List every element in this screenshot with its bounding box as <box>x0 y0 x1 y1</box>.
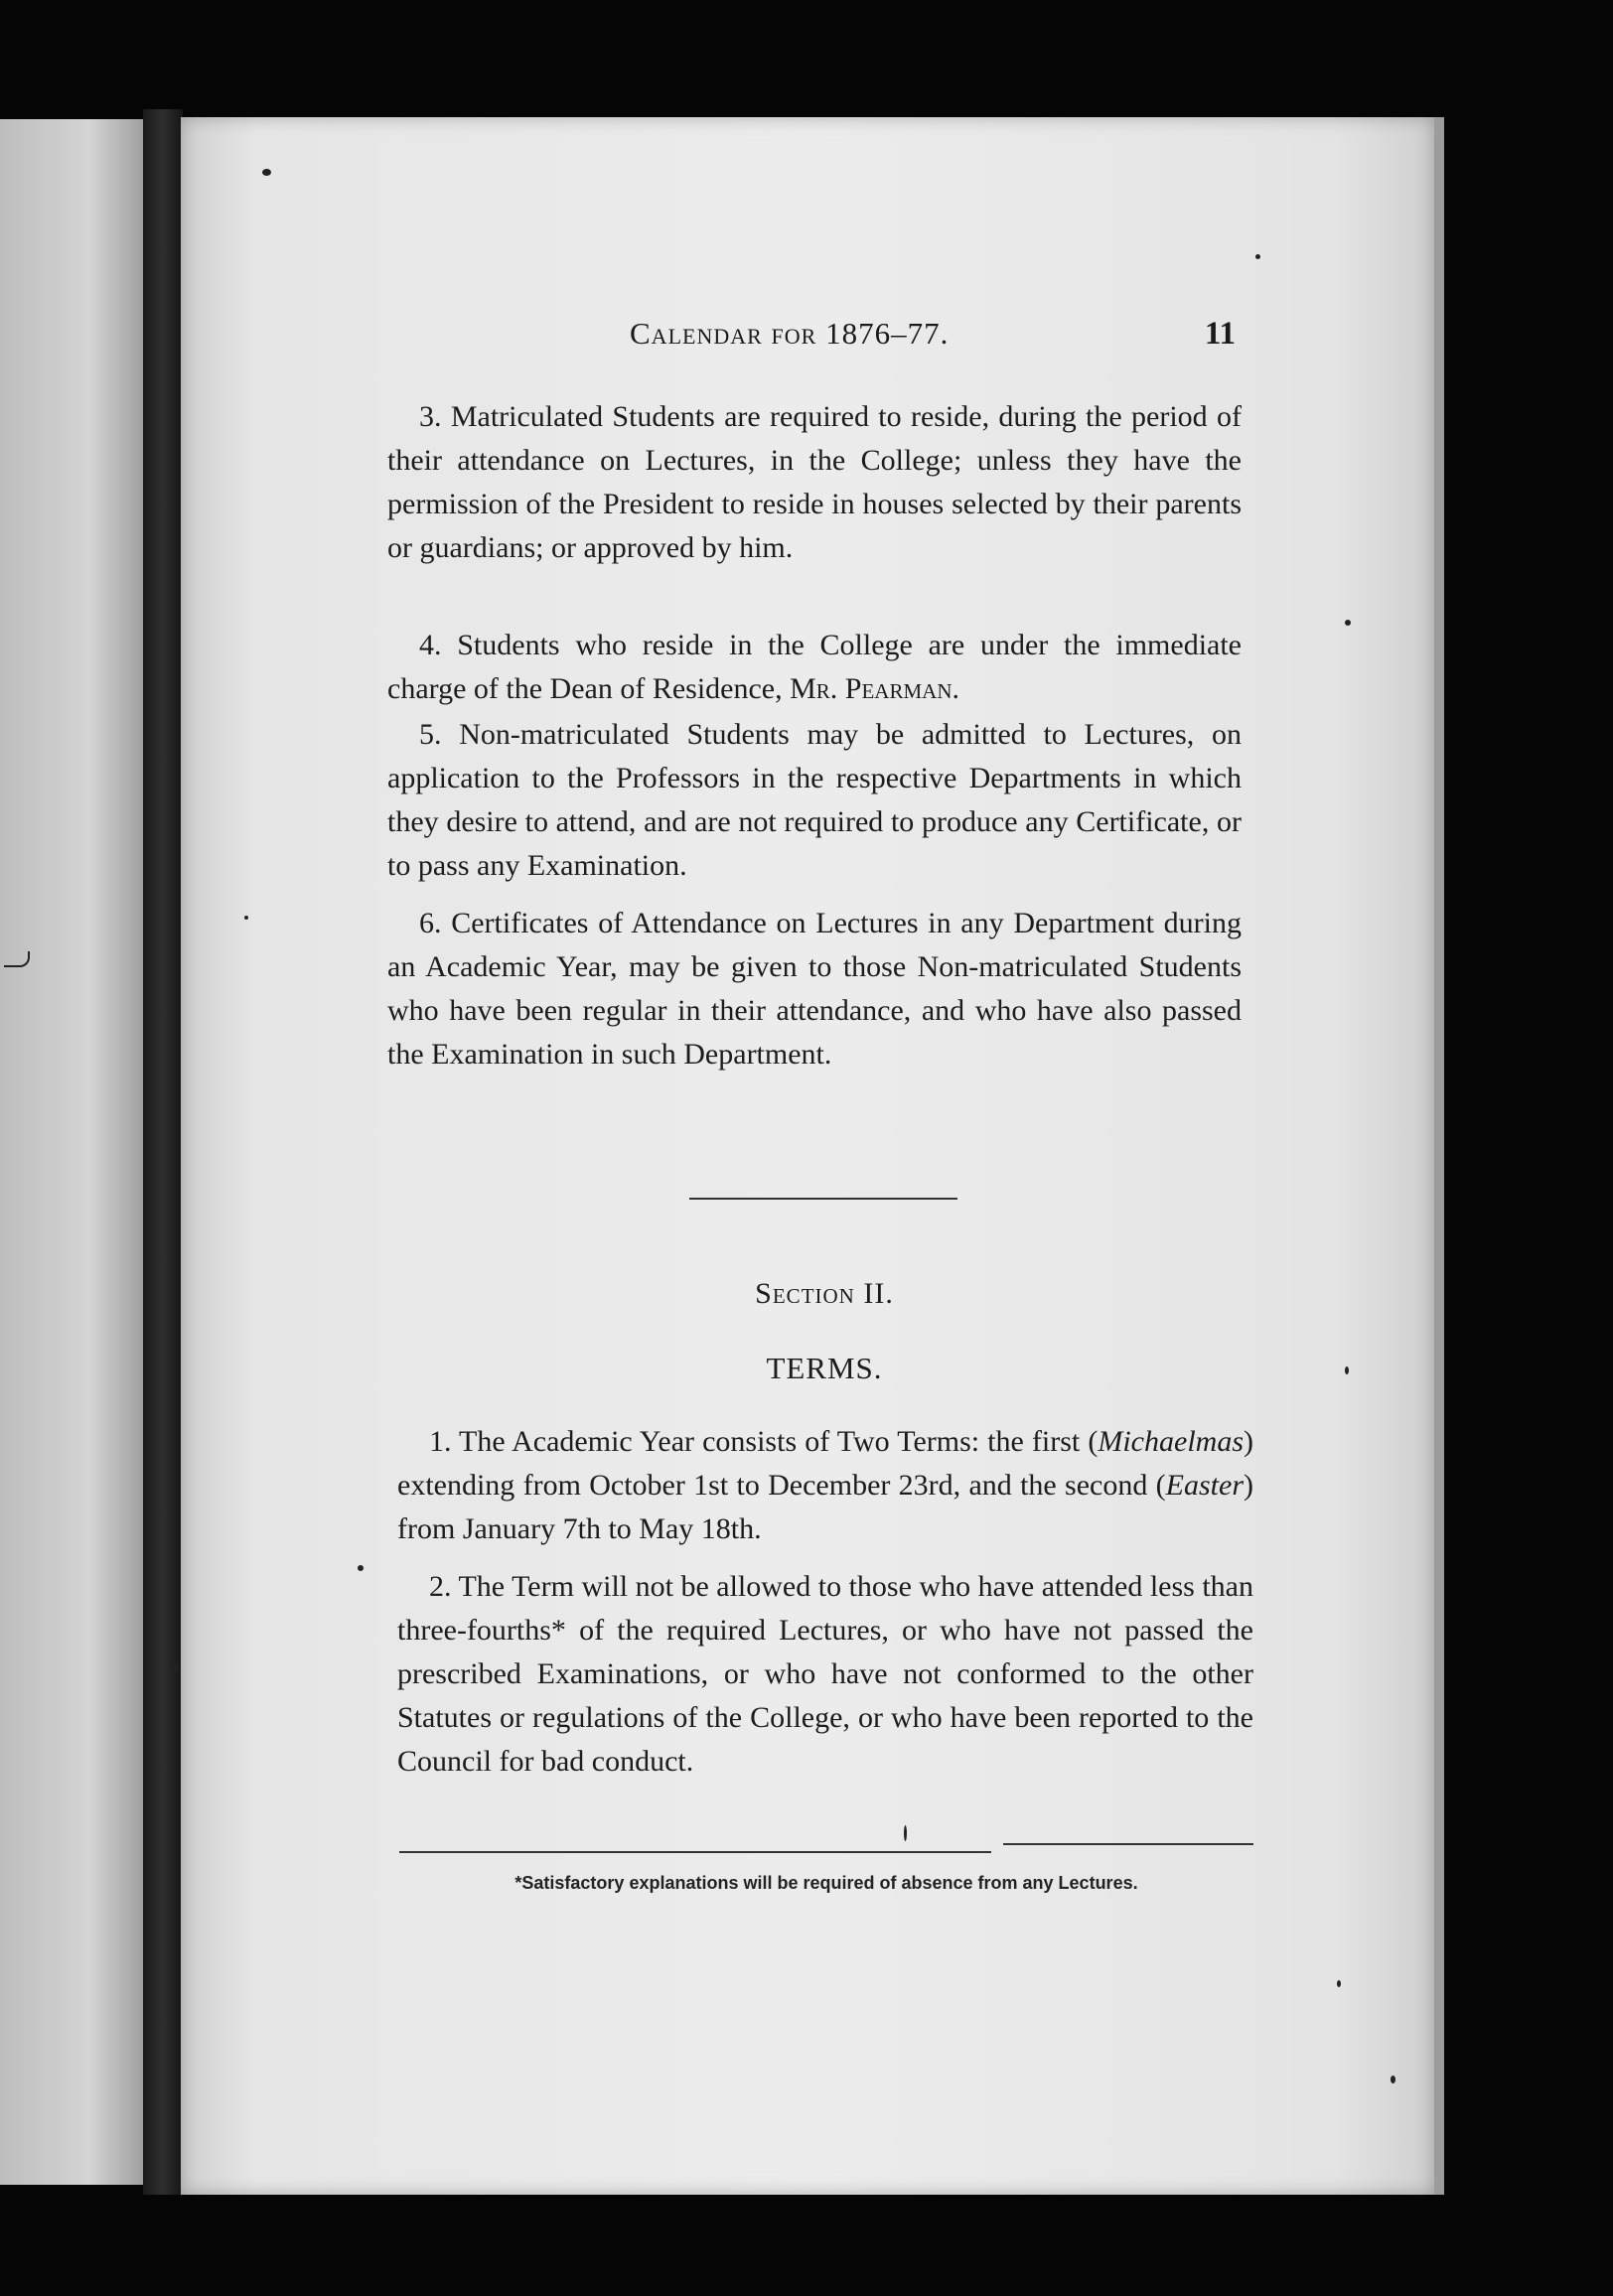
book-spine <box>143 109 183 2195</box>
footnote: *Satisfactory explanations will be required of absence from any Lectures. <box>514 1873 1138 1893</box>
paragraph-5: 5. Non-matriculated Students may be admitted to Lectures, on application to the Professors in the respective Departments in which they desire to attend, and are not required to produce any Certificate, or to pass any Examination. <box>387 718 1242 882</box>
running-head-title: Calendar for 1876–77. <box>630 316 950 351</box>
terms-heading: TERMS. <box>766 1351 883 1385</box>
section-divider-rule <box>689 1198 957 1200</box>
term-michaelmas: Michaelmas <box>1098 1425 1244 1458</box>
terms-item-1-part-c: ) from January 7th to May 18th. <box>397 1469 1253 1545</box>
scan-speck <box>1337 1980 1341 1987</box>
paragraph-6: 6. Certificates of Attendance on Lectures in any Department during an Academic Year, may be given to those Non-matriculated Students who have been regular in their attendance, and who have also passed the Examination in such Department. <box>387 907 1242 1071</box>
scan-speck <box>1391 2076 1395 2083</box>
footnote-rule-left <box>399 1851 991 1853</box>
scan-speck <box>358 1565 364 1571</box>
scan-speck <box>244 916 248 920</box>
paragraph-3: 3. Matriculated Students are required to reside, during the period of their attendance on Lectures, in the College; unless they have the permission of the President to reside in houses selected by their parents or guardians; or approved by him. <box>387 400 1242 564</box>
section-heading: Section II. <box>755 1277 894 1310</box>
terms-item-2: 2. The Term will not be allowed to those who have attended less than three-fourths* of the required Lectures, or who have not passed the prescribed Examinations, or who have not conformed to the other Statutes or regulations of the College, or who have been reported to the Council for bad conduct. <box>397 1570 1253 1778</box>
scan-speck <box>1255 254 1260 259</box>
term-easter: Easter <box>1165 1469 1244 1502</box>
scan-speck <box>1345 1366 1349 1374</box>
running-head <box>451 316 1236 363</box>
scan-speck <box>904 1825 907 1841</box>
footnote-rule-right <box>1003 1843 1253 1845</box>
page-edge-shadow <box>1434 117 1444 2195</box>
terms-item-1-part-a: 1. The Academic Year consists of Two Terms: the first ( <box>429 1425 1099 1458</box>
facing-page-edge <box>0 119 149 2185</box>
terms-item-1-part-b: ) extending from October 1st to December 23rd, and the second ( <box>397 1425 1253 1502</box>
scan-speck <box>1345 620 1351 626</box>
ink-mark <box>4 951 30 967</box>
page-number: 11 <box>1204 316 1236 352</box>
terms-item-1 <box>397 1420 1253 1551</box>
dean-name: Mr. Pearman. <box>790 672 959 705</box>
scan-speck <box>262 169 271 176</box>
paragraph-4-text: 4. Students who reside in the College are under the immediate charge of the Dean of Residence, <box>387 629 1242 705</box>
scan-speck <box>171 1662 179 1672</box>
paragraph-4 <box>387 624 1242 711</box>
